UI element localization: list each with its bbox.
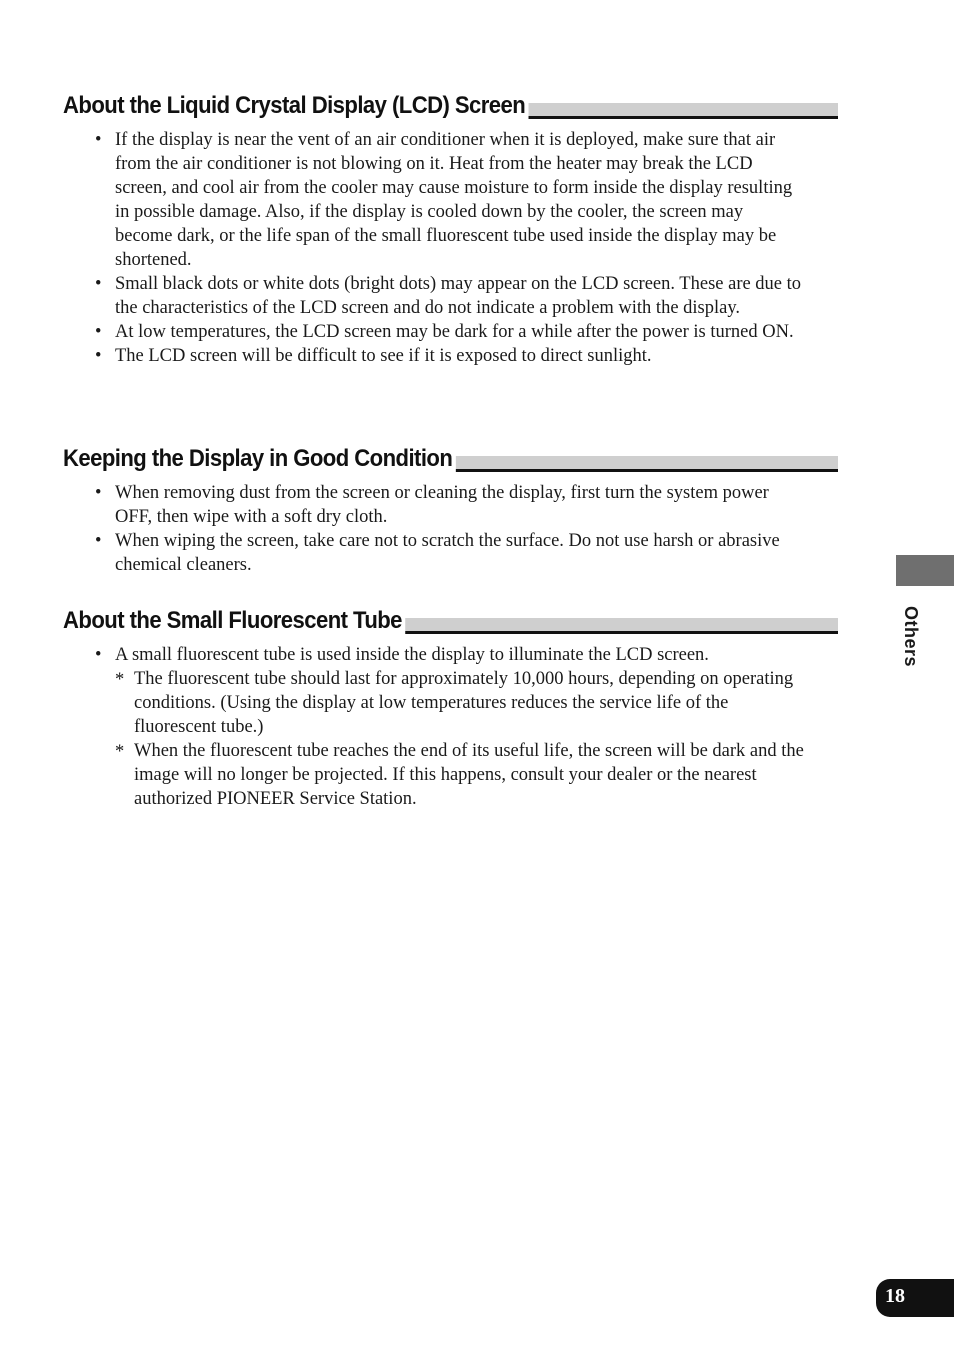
section-heading: Keeping the Display in Good Condition: [63, 445, 456, 473]
list-item-text: A small fluorescent tube is used inside the display to illuminate the LCD screen.: [115, 645, 709, 665]
note-list: [115, 667, 805, 811]
bullet-list: [63, 643, 838, 811]
list-item: • Small black dots or white dots (bright dots) may appear on the LCD screen. These are due to the characteristics of the LCD screen and do not indicate a problem with the display.: [63, 272, 805, 320]
bullet-list: [63, 481, 838, 577]
page-number: 18: [885, 1285, 905, 1307]
note-item: * When the fluorescent tube reaches the end of its useful life, the screen will be dark and the image will no longer be projected. If this happens, consult your dealer or the nearest authorized PIONEER Service Station.: [115, 739, 806, 811]
list-item: • When wiping the screen, take care not to scratch the surface. Do not use harsh or abrasive chemical cleaners.: [63, 529, 805, 577]
list-item: • The LCD screen will be difficult to see if it is exposed to direct sunlight.: [63, 344, 805, 368]
section-heading-bar: [63, 447, 838, 472]
section-display-condition: [63, 447, 838, 577]
bullet-list: [63, 128, 838, 368]
section-heading: About the Small Fluorescent Tube: [63, 607, 406, 635]
section-lcd-screen: [63, 94, 838, 368]
section-heading-bar: [63, 609, 838, 634]
list-item: • If the display is near the vent of an air conditioner when it is deployed, make sure that air from the air conditioner is not blowing on it. Heat from the heater may break the LCD screen, and cool air from the cooler may cause moisture to form inside the display resulting in possible damage. Also, if the display is cooled down by the cooler, the screen may become dark, or the life span of the small fluorescent tube used inside the display may be shortened.: [63, 128, 805, 272]
list-item: [63, 643, 805, 811]
section-fluorescent-tube: [63, 609, 838, 811]
side-thumb-tab: [896, 555, 954, 586]
page-number-tab: [876, 1279, 954, 1317]
note-item: * The fluorescent tube should last for approximately 10,000 hours, depending on operating conditions. (Using the display at low temperatures reduces the service life of the fluorescent tube.): [115, 667, 806, 739]
section-heading: About the Liquid Crystal Display (LCD) Screen: [63, 92, 529, 120]
list-item: • At low temperatures, the LCD screen may be dark for a while after the power is turned ON.: [63, 320, 805, 344]
side-section-label: Others: [901, 606, 921, 668]
section-heading-bar: [63, 94, 838, 119]
list-item: • When removing dust from the screen or cleaning the display, first turn the system power OFF, then wipe with a soft dry cloth.: [63, 481, 805, 529]
